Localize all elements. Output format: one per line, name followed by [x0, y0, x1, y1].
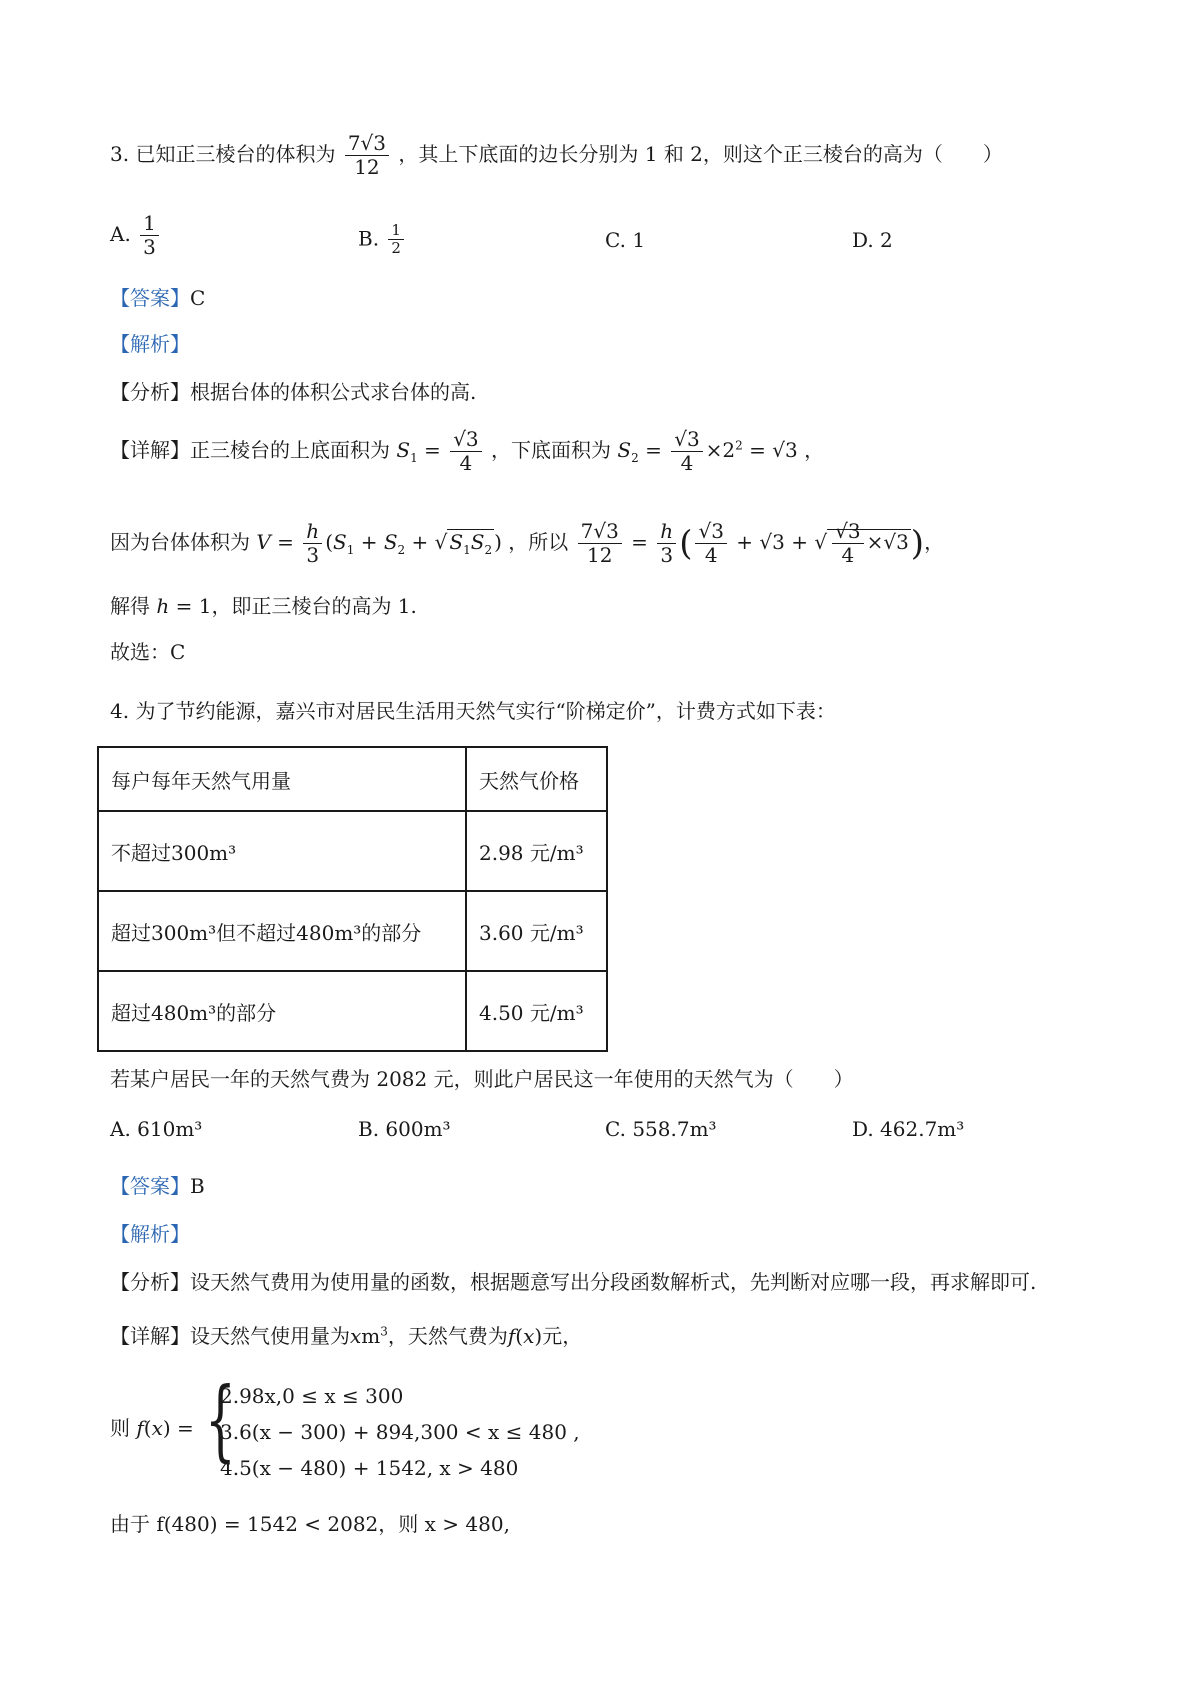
piecewise-lhs: 则 f(x) = — [110, 1416, 194, 1440]
piecewise-cases — [220, 1378, 580, 1486]
q4-answer — [110, 1170, 205, 1199]
q3-stem-text: 已知正三棱台的体积为 — [135, 142, 336, 166]
option-text: 2 — [880, 228, 893, 252]
option-key: C. — [605, 228, 626, 252]
analysis-tag: 【分析】 — [110, 1270, 190, 1294]
option-a-denominator: 3 — [143, 235, 156, 259]
q4-option-b — [358, 1117, 451, 1141]
q3-stem-tail: ，其上下底面的边长分别为 1 和 2，则这个正三棱台的高为（ ） — [398, 142, 1003, 166]
table-header: 天然气价格 — [466, 747, 607, 811]
analysis-tag: 【分析】 — [110, 380, 190, 404]
case-line-2: 3.6(x − 300) + 894,300 < x ≤ 480 , — [220, 1420, 580, 1444]
q3-solve: 解得 h = 1，即正三棱台的高为 1. — [110, 594, 417, 618]
answer-value: C — [190, 286, 206, 310]
option-key: D. — [852, 228, 874, 252]
detail-text-2: ，下底面积为 — [491, 438, 612, 462]
option-text: 1 — [632, 228, 646, 252]
option-key: C. — [605, 1117, 626, 1141]
detail-tag: 【详解】 — [110, 1324, 190, 1348]
q4-detail: 【详解】设天然气使用量为$xm^3$，天然气费为f(x)元， — [110, 1324, 583, 1348]
option-text: 610m³ — [137, 1117, 203, 1141]
detail-text-3: 因为台体体积为 — [110, 530, 250, 554]
q3-volume-fraction — [345, 132, 389, 179]
case-line: 4.5(x − 480) + 1542, x > 480 — [220, 1456, 519, 1480]
q4-option-a — [110, 1117, 202, 1141]
answer-tag: 【答案】 — [110, 286, 190, 310]
answer-tag: 【答案】 — [110, 1174, 190, 1198]
q4-stem — [110, 695, 836, 724]
q3-option-c — [605, 228, 645, 252]
since-result: x > 480, — [424, 1512, 510, 1536]
detail-text-4: ，所以 — [508, 530, 569, 554]
detail-tag: 【详解】 — [110, 438, 190, 462]
q3-volume-numerator: 7√3 — [345, 132, 389, 156]
q4-analysis — [110, 1266, 1036, 1295]
q3-detail-line2: 因为台体体积为 V = $\frac{h}{3}$ ($S_1 + S_2$ + √ $S_1S_2$ ) ，所以 $\frac{7√3}{12}$ = $\frac{h}{3}$ ( $\frac{√3}{4}$ + √3 + √ $\frac{√3}{4}$ ×√3)， — [110, 519, 945, 567]
option-b-denominator: 2 — [391, 239, 401, 258]
option-key: B. — [358, 1117, 380, 1141]
detail-text-2: ，天然气费为 — [387, 1324, 508, 1348]
q3-answer — [110, 282, 205, 311]
option-a-numerator: 1 — [140, 212, 159, 236]
formula-s1: $\frac{√3}{4}$ — [450, 428, 481, 475]
q4-question: 若某户居民一年的天然气费为 2082 元，则此户居民这一年使用的天然气为（ ） — [110, 1067, 854, 1091]
q4-option-d — [852, 1117, 964, 1141]
q3-analysis — [110, 376, 476, 405]
then-text: 则 — [110, 1416, 130, 1440]
q3-detail-line1: 【详解】正三棱台的上底面积为 $S_1$ = $\frac{√3}{4}$ ，下底面积为 $S_2$ = $\frac{√3}{4}$ $\times 2^2 = √3$ ， — [110, 427, 825, 475]
case-line: 2.98x,0 ≤ x ≤ 300 — [220, 1384, 404, 1408]
option-text: 462.7m³ — [880, 1117, 965, 1141]
q3-number: 3. — [110, 142, 130, 166]
case-line: 3.6(x − 300) + 894,300 < x ≤ 480 — [220, 1420, 567, 1444]
table-header-row — [98, 747, 607, 811]
formula-h3b: $\frac{h}{3}$ — [657, 520, 676, 567]
answer-value: B — [190, 1174, 205, 1198]
table-header: 每户每年天然气用量 — [98, 747, 466, 811]
option-b-fraction — [388, 222, 404, 258]
solve-text: 解得 — [110, 594, 150, 618]
table-cell: 超过480m³的部分 — [98, 971, 466, 1051]
pricing-table — [97, 746, 608, 1052]
table-cell: 4.50 元/m³ — [466, 971, 607, 1051]
formula-h-over-3: $\frac{h}{3}$ — [303, 520, 322, 567]
table-row — [98, 811, 607, 891]
table-cell: 2.98 元/m³ — [466, 811, 607, 891]
option-text: 558.7m³ — [632, 1117, 717, 1141]
table-cell: 3.60 元/m³ — [466, 891, 607, 971]
option-text: 600m³ — [385, 1117, 451, 1141]
table-row — [98, 971, 607, 1051]
q4-explain-tag: 【解析】 — [110, 1222, 190, 1246]
table-row — [98, 891, 607, 971]
option-key: D. — [852, 1117, 874, 1141]
q4-since — [110, 1508, 510, 1537]
option-key: B. — [358, 226, 380, 251]
since-expression: f(480) = 1542 < 2082 — [156, 1512, 379, 1536]
table-cell: 超过300m³但不超过480m³的部分 — [98, 891, 466, 971]
q3-volume-denominator: 12 — [354, 155, 380, 179]
q4-option-c — [605, 1117, 717, 1141]
detail-text: 正三棱台的上底面积为 — [190, 438, 390, 462]
q3-option-d — [852, 228, 893, 252]
option-a-fraction — [140, 212, 159, 259]
detail-text: 设天然气使用量为 — [190, 1324, 350, 1348]
formula-vol: $\frac{7√3}{12}$ — [578, 520, 622, 567]
solve-tail: ，即正三棱台的高为 1. — [211, 594, 417, 618]
formula-s2: $\frac{√3}{4}$ — [671, 428, 702, 475]
q4-stem-text: 为了节约能源，嘉兴市对居民生活用天然气实行“阶梯定价”，计费方式如下表： — [135, 699, 836, 723]
q4-number: 4. — [110, 699, 130, 723]
q3-option-a — [110, 212, 162, 259]
detail-text-3: 元， — [542, 1324, 583, 1348]
q3-stem — [110, 132, 1003, 179]
analysis-text: 根据台体的体积公式求台体的高. — [190, 380, 477, 404]
since-text: 由于 — [110, 1512, 150, 1536]
formula-root3-4: $\frac{√3}{4}$ — [695, 520, 726, 567]
option-key: A. — [110, 222, 131, 246]
q3-choose: 故选：C — [110, 640, 186, 664]
q3-explain-tag: 【解析】 — [110, 332, 190, 356]
q3-option-b — [358, 222, 407, 258]
option-b-numerator: 1 — [388, 222, 404, 240]
analysis-text: 设天然气费用为使用量的函数，根据题意写出分段函数解析式，先判断对应哪一段，再求解即可. — [190, 1270, 1037, 1294]
since-tail: ，则 — [378, 1512, 419, 1536]
option-key: A. — [110, 1117, 131, 1141]
table-cell: 不超过300m³ — [98, 811, 466, 891]
brace-glyph: { — [205, 1368, 236, 1471]
